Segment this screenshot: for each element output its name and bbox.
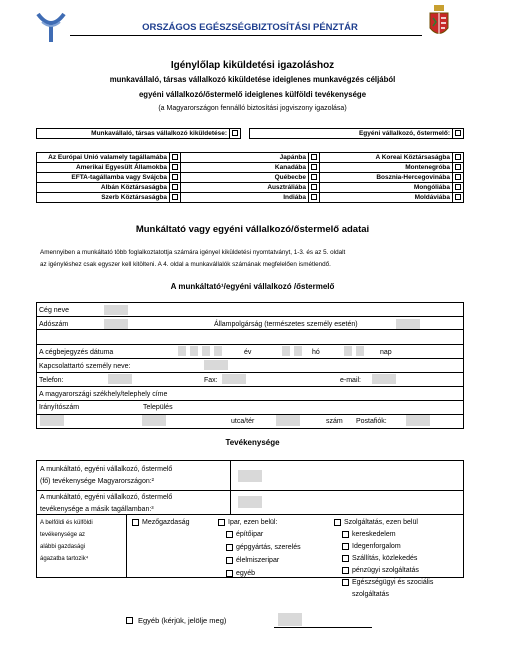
services-item-3-label: pénzügyi szolgáltatás bbox=[352, 567, 419, 574]
industry-item-2-label: élelmiszeripar bbox=[236, 557, 280, 564]
postcode-label: Irányítószám bbox=[39, 404, 80, 411]
day-label: nap bbox=[380, 349, 392, 356]
country-label-2-0: EFTA-tagállamba vagy Svájcba bbox=[37, 173, 170, 183]
country-label-4-1: Indiába bbox=[181, 193, 309, 203]
type-employee-checkbox[interactable] bbox=[230, 129, 241, 139]
industry-label: Ipar, ezen belül: bbox=[228, 519, 278, 526]
sector-label-4: ágazatba tartozik⁴ bbox=[40, 556, 89, 562]
country-label-0-1: Japánba bbox=[181, 153, 309, 163]
date-digit-3[interactable] bbox=[202, 346, 210, 356]
country-checkbox-0-1[interactable] bbox=[309, 153, 320, 163]
org-name: ORSZÁGOS EGÉSZSÉGBIZTOSÍTÁSI PÉNZTÁR bbox=[142, 22, 358, 33]
services-item-5-label: szolgáltatás bbox=[352, 591, 389, 598]
email-label: e-mail: bbox=[340, 377, 362, 384]
country-label-1-2: Montenegróba bbox=[320, 163, 453, 173]
main-activity-field[interactable] bbox=[238, 470, 262, 482]
street-label: utca/tér bbox=[231, 418, 255, 425]
industry-item-1-label: gépgyártás, szerelés bbox=[236, 544, 301, 551]
month-digit-1[interactable] bbox=[282, 346, 290, 356]
main-activity-label-2: (fő) tevékenysége Magyarországon:² bbox=[40, 478, 154, 485]
company-name-field[interactable] bbox=[104, 305, 128, 315]
country-table bbox=[36, 152, 464, 203]
country-checkbox-1-2[interactable] bbox=[453, 163, 464, 173]
form-title: Igénylőlap kiküldetési igazoláshoz bbox=[170, 60, 335, 71]
company-name-label: Cég neve bbox=[39, 307, 69, 314]
fax-label: Fax: bbox=[204, 377, 218, 384]
contact-field[interactable] bbox=[204, 360, 228, 370]
country-checkbox-4-2[interactable] bbox=[453, 193, 464, 203]
services-item-1-checkbox[interactable] bbox=[342, 543, 349, 550]
industry-item-0-label: építőipar bbox=[236, 531, 264, 538]
country-checkbox-1-0[interactable] bbox=[170, 163, 181, 173]
seat-label: A magyarországi székhely/telephely címe bbox=[39, 391, 168, 398]
section-note-line1: Amennyiben a munkáltató több foglalkoztatottja számára igényel kiküldetési nyomtatványt, 1-3. és az 5. oldalt bbox=[40, 249, 346, 256]
services-checkbox[interactable] bbox=[334, 519, 341, 526]
country-checkbox-3-1[interactable] bbox=[309, 183, 320, 193]
country-checkbox-1-1[interactable] bbox=[309, 163, 320, 173]
country-label-3-0: Albán Köztársaságba bbox=[37, 183, 170, 193]
services-item-4-label: Egészségügyi és szociális bbox=[352, 579, 434, 586]
country-label-1-0: Amerikai Egyesült Államokba bbox=[37, 163, 170, 173]
citizenship-field[interactable] bbox=[396, 319, 420, 329]
pobox-label: Postafiók: bbox=[356, 418, 387, 425]
phone-label: Telefon: bbox=[39, 377, 64, 384]
country-label-1-1: Kanadába bbox=[181, 163, 309, 173]
month-digit-2[interactable] bbox=[294, 346, 302, 356]
type-self-employed-checkbox[interactable] bbox=[453, 129, 464, 139]
other-activity-field[interactable] bbox=[238, 496, 262, 508]
tax-number-field[interactable] bbox=[104, 319, 128, 329]
type-employee-label: Munkavállaló, társas vállalkozó kiküldetése: bbox=[37, 129, 230, 139]
month-label: hó bbox=[312, 349, 320, 356]
other-activity-label-2: tevékenysége a másik tagállamban:³ bbox=[40, 506, 154, 513]
oep-logo bbox=[34, 10, 68, 44]
section-note-line2: az igényléshez csak egyszer kell kitölteni. A 4. oldal a munkavállalók számának megfelelően ismétlendő. bbox=[40, 261, 331, 268]
country-label-0-2: A Koreai Köztársaságba bbox=[320, 153, 453, 163]
agriculture-label: Mezőgazdaság bbox=[142, 519, 190, 526]
postcode-field[interactable] bbox=[40, 415, 64, 426]
form-subtitle-2: egyéni vállalkozó/őstermelő ideiglenes külföldi tevékenysége bbox=[138, 90, 367, 99]
section-employer-title: Munkáltató vagy egyéni vállalkozó/őstermelő adatai bbox=[135, 224, 370, 235]
activity-title: Tevékenysége bbox=[225, 438, 280, 447]
services-item-1-label: Idegenforgalom bbox=[352, 543, 401, 550]
date-digit-1[interactable] bbox=[178, 346, 186, 356]
tax-number-label: Adószám bbox=[39, 321, 69, 328]
fax-field[interactable] bbox=[222, 374, 246, 384]
section-employer-subtitle: A munkáltató¹/egyéni vállalkozó /őstermelő bbox=[170, 282, 335, 291]
other-sector-label: Egyéb (kérjük, jelölje meg) bbox=[138, 616, 227, 625]
citizenship-label: Állampolgárság (természetes személy esetén) bbox=[214, 321, 358, 328]
other-activity-label-1: A munkáltató, egyéni vállalkozó, őstermelő bbox=[40, 494, 173, 501]
form-subtitle-1: munkavállaló, társas vállalkozó kiküldetése ideiglenes munkavégzés céljából bbox=[109, 75, 396, 84]
day-digit-2[interactable] bbox=[356, 346, 364, 356]
services-label: Szolgáltatás, ezen belül bbox=[344, 519, 418, 526]
country-checkbox-4-1[interactable] bbox=[309, 193, 320, 203]
number-label: szám bbox=[326, 418, 343, 425]
date-digit-4[interactable] bbox=[214, 346, 222, 356]
country-checkbox-2-0[interactable] bbox=[170, 173, 181, 183]
sector-label-2: tevékenysége az bbox=[40, 532, 86, 538]
registration-date-label: A cégbejegyzés dátuma bbox=[39, 349, 114, 356]
country-checkbox-0-0[interactable] bbox=[170, 153, 181, 163]
coat-of-arms-icon bbox=[428, 4, 450, 40]
type-table bbox=[36, 128, 464, 139]
country-checkbox-3-0[interactable] bbox=[170, 183, 181, 193]
country-label-4-0: Szerb Köztársaságba bbox=[37, 193, 170, 203]
industry-item-3-label: egyéb bbox=[236, 570, 256, 577]
type-self-employed-label: Egyéni vállalkozó, őstermelő: bbox=[250, 129, 453, 139]
form-subtitle-3: (a Magyarországon fennálló biztosítási jogviszony igazolása) bbox=[158, 105, 347, 112]
street-field[interactable] bbox=[276, 415, 300, 426]
sector-label-3: alábbi gazdasági bbox=[40, 544, 86, 550]
country-checkbox-4-0[interactable] bbox=[170, 193, 181, 203]
country-label-3-1: Ausztráliába bbox=[181, 183, 309, 193]
country-label-0-0: Az Európai Unió valamely tagállamába bbox=[37, 153, 170, 163]
country-label-4-2: Moldáviába bbox=[320, 193, 453, 203]
country-checkbox-2-1[interactable] bbox=[309, 173, 320, 183]
main-activity-label-1: A munkáltató, egyéni vállalkozó, őstermelő bbox=[40, 466, 173, 473]
country-label-2-2: Bosznia-Hercegovinába bbox=[320, 173, 453, 183]
country-checkbox-2-2[interactable] bbox=[453, 173, 464, 183]
agriculture-checkbox[interactable] bbox=[132, 519, 139, 526]
other-sector-field[interactable] bbox=[278, 613, 302, 626]
services-item-0-checkbox[interactable] bbox=[342, 531, 349, 538]
services-item-0-label: kereskedelem bbox=[352, 531, 396, 538]
other-sector-underline bbox=[274, 627, 372, 628]
country-checkbox-3-2[interactable] bbox=[453, 183, 464, 193]
city-field[interactable] bbox=[142, 415, 166, 426]
day-digit-1[interactable] bbox=[344, 346, 352, 356]
industry-checkbox[interactable] bbox=[218, 519, 225, 526]
pobox-field[interactable] bbox=[406, 415, 430, 426]
industry-item-2-checkbox[interactable] bbox=[226, 557, 233, 564]
email-field[interactable] bbox=[372, 374, 396, 384]
services-item-2-label: Szállítás, közlekedés bbox=[352, 555, 418, 562]
date-digit-2[interactable] bbox=[190, 346, 198, 356]
other-sector-checkbox[interactable] bbox=[126, 617, 133, 624]
phone-field[interactable] bbox=[108, 374, 132, 384]
industry-item-1-checkbox[interactable] bbox=[226, 544, 233, 551]
industry-item-3-checkbox[interactable] bbox=[226, 570, 233, 577]
contact-label: Kapcsolattartó személy neve: bbox=[39, 363, 131, 370]
year-label: év bbox=[244, 349, 252, 356]
industry-item-0-checkbox[interactable] bbox=[226, 531, 233, 538]
services-item-3-checkbox[interactable] bbox=[342, 567, 349, 574]
country-checkbox-0-2[interactable] bbox=[453, 153, 464, 163]
services-item-2-checkbox[interactable] bbox=[342, 555, 349, 562]
sector-label-1: A belföldi és külföldi bbox=[40, 520, 93, 526]
services-item-4-checkbox[interactable] bbox=[342, 579, 349, 586]
country-label-2-1: Québecbe bbox=[181, 173, 309, 183]
city-label: Település bbox=[143, 404, 173, 411]
country-label-3-2: Mongóliába bbox=[320, 183, 453, 193]
header-rule bbox=[70, 35, 422, 36]
